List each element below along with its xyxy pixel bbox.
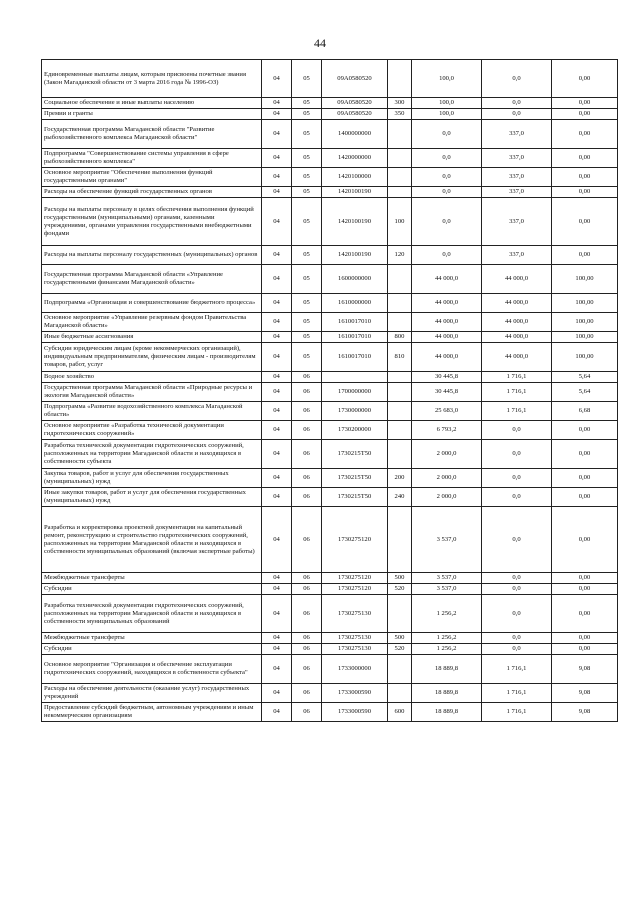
row-subsection: 06 — [292, 469, 322, 488]
row-subsection: 06 — [292, 703, 322, 722]
row-approved-amount: 25 683,0 — [412, 402, 482, 421]
row-name: Основное мероприятие «Разработка технической документации гидротехнических сооружений» — [42, 421, 262, 440]
row-name: Водное хозяйство — [42, 372, 262, 383]
row-name: Подпрограмма «Организация и совершенствование бюджетного процесса» — [42, 294, 262, 313]
row-target-article: 1610017010 — [322, 332, 388, 343]
row-target-article: 09А0580520 — [322, 98, 388, 109]
row-subsection: 06 — [292, 595, 322, 633]
table-row — [42, 246, 618, 265]
row-name: Подпрограмма "Совершенствование системы управления в сфере рыбохозяйственного комплекса" — [42, 149, 262, 168]
row-name: Подпрограмма «Развитие водохозяйственного комплекса Магаданской области» — [42, 402, 262, 421]
row-name: Расходы на выплаты персоналу государственных (муниципальных) органов — [42, 246, 262, 265]
row-approved-amount: 44 000,0 — [412, 265, 482, 294]
row-executed-amount: 44 000,0 — [482, 294, 552, 313]
row-name: Основное мероприятие "Организация и обеспечение эксплуатации гидротехнических сооружений, находящихся в собственности субъекта" — [42, 655, 262, 684]
row-target-article: 09А0580520 — [322, 60, 388, 98]
row-executed-amount: 44 000,0 — [482, 343, 552, 372]
row-executed-amount: 44 000,0 — [482, 313, 552, 332]
row-executed-amount: 1 716,1 — [482, 684, 552, 703]
table-row — [42, 149, 618, 168]
row-subsection: 05 — [292, 265, 322, 294]
row-section: 04 — [262, 343, 292, 372]
row-section: 04 — [262, 187, 292, 198]
row-name: Социальное обеспечение и иные выплаты населению — [42, 98, 262, 109]
row-expense-type: 350 — [388, 109, 412, 120]
row-executed-amount: 0,0 — [482, 60, 552, 98]
row-executed-amount: 337,0 — [482, 149, 552, 168]
row-section: 04 — [262, 440, 292, 469]
row-execution-percent: 0,00 — [552, 584, 618, 595]
table-row — [42, 294, 618, 313]
row-execution-percent: 9,08 — [552, 684, 618, 703]
table-row — [42, 684, 618, 703]
row-target-article: 1700000000 — [322, 383, 388, 402]
row-approved-amount: 44 000,0 — [412, 294, 482, 313]
row-execution-percent: 100,00 — [552, 294, 618, 313]
row-expense-type: 200 — [388, 469, 412, 488]
row-expense-type — [388, 265, 412, 294]
row-target-article: 1730275130 — [322, 633, 388, 644]
row-subsection: 06 — [292, 402, 322, 421]
table-row — [42, 265, 618, 294]
table-row — [42, 584, 618, 595]
row-approved-amount: 0,0 — [412, 187, 482, 198]
row-approved-amount: 0,0 — [412, 198, 482, 246]
row-executed-amount: 337,0 — [482, 246, 552, 265]
row-subsection: 06 — [292, 421, 322, 440]
row-subsection: 06 — [292, 573, 322, 584]
row-name: Предоставление субсидий бюджетным, автономным учреждениям и иным некоммерческим организациям — [42, 703, 262, 722]
row-name: Премии и гранты — [42, 109, 262, 120]
row-subsection: 05 — [292, 149, 322, 168]
row-name: Разработка и корректировка проектной документации на капитальный ремонт, реконструкцию и строительство гидротехнических сооружений, расположенных на территории Магаданской области и находящихся в собственности муниципальных образований (включая экспертные работы) — [42, 507, 262, 573]
row-executed-amount: 0,0 — [482, 469, 552, 488]
row-name: Государственная программа Магаданской области "Развитие рыбохозяйственного комплекса Магаданской области" — [42, 120, 262, 149]
row-name: Субсидии — [42, 644, 262, 655]
table-row — [42, 332, 618, 343]
row-name: Субсидии — [42, 584, 262, 595]
row-subsection: 05 — [292, 187, 322, 198]
row-executed-amount: 0,0 — [482, 421, 552, 440]
row-section: 04 — [262, 168, 292, 187]
row-approved-amount: 2 000,0 — [412, 440, 482, 469]
row-executed-amount: 337,0 — [482, 120, 552, 149]
row-approved-amount: 3 537,0 — [412, 573, 482, 584]
row-section: 04 — [262, 313, 292, 332]
row-approved-amount: 3 537,0 — [412, 507, 482, 573]
row-execution-percent: 0,00 — [552, 98, 618, 109]
row-approved-amount: 6 793,2 — [412, 421, 482, 440]
table-row — [42, 109, 618, 120]
row-name: Субсидии юридическим лицам (кроме некоммерческих организаций), индивидуальным предпринимателям, физическим лицам - производителям товаров, работ, услуг — [42, 343, 262, 372]
row-name: Межбюджетные трансферты — [42, 633, 262, 644]
row-subsection: 05 — [292, 98, 322, 109]
row-subsection: 05 — [292, 332, 322, 343]
row-approved-amount: 100,0 — [412, 98, 482, 109]
row-subsection: 05 — [292, 294, 322, 313]
row-approved-amount: 44 000,0 — [412, 332, 482, 343]
row-name: Единовременные выплаты лицам, которым присвоены почетные звания (Закон Магаданской области от 3 марта 2016 года № 1996-ОЗ) — [42, 60, 262, 98]
row-name: Межбюджетные трансферты — [42, 573, 262, 584]
row-execution-percent: 0,00 — [552, 198, 618, 246]
row-approved-amount: 0,0 — [412, 246, 482, 265]
table-row — [42, 98, 618, 109]
row-approved-amount: 1 256,2 — [412, 633, 482, 644]
row-executed-amount: 0,0 — [482, 440, 552, 469]
row-name: Иные бюджетные ассигнования — [42, 332, 262, 343]
row-section: 04 — [262, 149, 292, 168]
row-executed-amount: 0,0 — [482, 98, 552, 109]
row-execution-percent: 0,00 — [552, 421, 618, 440]
row-subsection: 06 — [292, 440, 322, 469]
row-expense-type — [388, 440, 412, 469]
row-target-article: 1730000000 — [322, 402, 388, 421]
row-executed-amount: 0,0 — [482, 633, 552, 644]
row-subsection: 05 — [292, 120, 322, 149]
row-section: 04 — [262, 469, 292, 488]
row-target-article: 1420100190 — [322, 198, 388, 246]
row-execution-percent: 0,00 — [552, 109, 618, 120]
table-row — [42, 383, 618, 402]
row-expense-type: 100 — [388, 198, 412, 246]
row-section: 04 — [262, 421, 292, 440]
row-target-article: 1420100190 — [322, 246, 388, 265]
table-row — [42, 469, 618, 488]
row-section: 04 — [262, 372, 292, 383]
table-row — [42, 343, 618, 372]
row-section: 04 — [262, 120, 292, 149]
row-execution-percent: 100,00 — [552, 265, 618, 294]
row-section: 04 — [262, 332, 292, 343]
row-executed-amount: 337,0 — [482, 187, 552, 198]
row-expense-type — [388, 120, 412, 149]
row-section: 04 — [262, 60, 292, 98]
row-executed-amount: 0,0 — [482, 584, 552, 595]
row-section: 04 — [262, 655, 292, 684]
table-row — [42, 573, 618, 584]
row-section: 04 — [262, 294, 292, 313]
row-section: 04 — [262, 507, 292, 573]
row-subsection: 06 — [292, 488, 322, 507]
row-executed-amount: 0,0 — [482, 573, 552, 584]
row-expense-type — [388, 313, 412, 332]
row-expense-type: 120 — [388, 246, 412, 265]
row-target-article — [322, 372, 388, 383]
row-expense-type — [388, 372, 412, 383]
row-target-article: 1730215Т50 — [322, 440, 388, 469]
row-target-article: 1730215Т50 — [322, 469, 388, 488]
row-subsection: 06 — [292, 644, 322, 655]
row-execution-percent: 0,00 — [552, 246, 618, 265]
row-name: Иные закупки товаров, работ и услуг для обеспечения государственных (муниципальных) нужд — [42, 488, 262, 507]
row-name: Государственная программа Магаданской области «Управление государственными финансами Магаданской области» — [42, 265, 262, 294]
table-row — [42, 440, 618, 469]
row-approved-amount: 0,0 — [412, 120, 482, 149]
row-section: 04 — [262, 109, 292, 120]
row-target-article: 09А0580520 — [322, 109, 388, 120]
row-expense-type: 300 — [388, 98, 412, 109]
table-row — [42, 633, 618, 644]
row-expense-type — [388, 402, 412, 421]
row-subsection: 06 — [292, 507, 322, 573]
row-expense-type — [388, 655, 412, 684]
table-row — [42, 421, 618, 440]
row-target-article: 1420000000 — [322, 149, 388, 168]
row-subsection: 06 — [292, 584, 322, 595]
row-section: 04 — [262, 265, 292, 294]
row-execution-percent: 0,00 — [552, 644, 618, 655]
row-execution-percent: 0,00 — [552, 187, 618, 198]
row-section: 04 — [262, 246, 292, 265]
row-executed-amount: 44 000,0 — [482, 332, 552, 343]
row-executed-amount: 1 716,1 — [482, 402, 552, 421]
row-target-article: 1730275130 — [322, 644, 388, 655]
table-row — [42, 168, 618, 187]
row-section: 04 — [262, 573, 292, 584]
row-execution-percent: 6,68 — [552, 402, 618, 421]
row-expense-type: 500 — [388, 573, 412, 584]
row-target-article: 1733000590 — [322, 703, 388, 722]
row-execution-percent: 5,64 — [552, 372, 618, 383]
row-expense-type — [388, 187, 412, 198]
row-expense-type: 520 — [388, 644, 412, 655]
row-expense-type: 600 — [388, 703, 412, 722]
row-executed-amount: 1 716,1 — [482, 383, 552, 402]
row-section: 04 — [262, 198, 292, 246]
row-execution-percent: 5,64 — [552, 383, 618, 402]
row-expense-type — [388, 60, 412, 98]
row-target-article: 1610017010 — [322, 343, 388, 372]
row-approved-amount: 0,0 — [412, 149, 482, 168]
row-executed-amount: 337,0 — [482, 168, 552, 187]
budget-table — [41, 59, 618, 722]
row-target-article: 1610017010 — [322, 313, 388, 332]
row-expense-type: 500 — [388, 633, 412, 644]
row-approved-amount: 2 000,0 — [412, 488, 482, 507]
table-row — [42, 644, 618, 655]
row-approved-amount: 18 889,8 — [412, 684, 482, 703]
row-approved-amount: 1 256,2 — [412, 595, 482, 633]
row-target-article: 1730275120 — [322, 507, 388, 573]
row-executed-amount: 1 716,1 — [482, 372, 552, 383]
row-execution-percent: 9,08 — [552, 703, 618, 722]
row-target-article: 1400000000 — [322, 120, 388, 149]
row-subsection: 06 — [292, 383, 322, 402]
row-name: Разработка технической документации гидротехнических сооружений, расположенных на территории Магаданской области и находящихся в собственности субъекта — [42, 440, 262, 469]
row-approved-amount: 100,0 — [412, 60, 482, 98]
row-execution-percent: 100,00 — [552, 332, 618, 343]
row-expense-type — [388, 168, 412, 187]
row-section: 04 — [262, 644, 292, 655]
row-subsection: 06 — [292, 655, 322, 684]
row-executed-amount: 0,0 — [482, 488, 552, 507]
table-row — [42, 187, 618, 198]
row-expense-type — [388, 684, 412, 703]
row-target-article: 1733000590 — [322, 684, 388, 703]
table-row — [42, 402, 618, 421]
row-target-article: 1420100190 — [322, 187, 388, 198]
row-approved-amount: 44 000,0 — [412, 313, 482, 332]
row-section: 04 — [262, 488, 292, 507]
table-row — [42, 703, 618, 722]
row-name: Государственная программа Магаданской области «Природные ресурсы и экология Магаданской области» — [42, 383, 262, 402]
table-row — [42, 60, 618, 98]
row-name: Закупка товаров, работ и услуг для обеспечения государственных (муниципальных) нужд — [42, 469, 262, 488]
row-execution-percent: 0,00 — [552, 595, 618, 633]
row-executed-amount: 0,0 — [482, 109, 552, 120]
row-expense-type — [388, 294, 412, 313]
row-section: 04 — [262, 595, 292, 633]
row-target-article: 1730200000 — [322, 421, 388, 440]
row-target-article: 1420100000 — [322, 168, 388, 187]
row-execution-percent: 9,08 — [552, 655, 618, 684]
row-name: Расходы на обеспечение деятельности (оказание услуг) государственных учреждений — [42, 684, 262, 703]
row-subsection: 06 — [292, 633, 322, 644]
row-name: Расходы на обеспечение функций государственных органов — [42, 187, 262, 198]
table-row — [42, 595, 618, 633]
row-approved-amount: 44 000,0 — [412, 343, 482, 372]
row-target-article: 1733000000 — [322, 655, 388, 684]
row-executed-amount: 44 000,0 — [482, 265, 552, 294]
row-expense-type — [388, 595, 412, 633]
row-expense-type — [388, 507, 412, 573]
row-section: 04 — [262, 703, 292, 722]
row-execution-percent: 100,00 — [552, 343, 618, 372]
row-expense-type — [388, 383, 412, 402]
table-row — [42, 198, 618, 246]
row-approved-amount: 18 889,8 — [412, 655, 482, 684]
row-execution-percent: 0,00 — [552, 573, 618, 584]
row-execution-percent: 0,00 — [552, 469, 618, 488]
page-number: 44 — [314, 36, 326, 50]
row-expense-type — [388, 149, 412, 168]
table-row — [42, 313, 618, 332]
row-approved-amount: 30 445,8 — [412, 383, 482, 402]
table-row — [42, 120, 618, 149]
row-subsection: 05 — [292, 198, 322, 246]
row-section: 04 — [262, 383, 292, 402]
row-name: Основное мероприятие "Обеспечение выполнения функций государственными органами" — [42, 168, 262, 187]
row-expense-type: 520 — [388, 584, 412, 595]
row-execution-percent: 0,00 — [552, 633, 618, 644]
row-target-article: 1730275130 — [322, 595, 388, 633]
row-name: Основное мероприятие «Управление резервным фондом Правительства Магаданской области» — [42, 313, 262, 332]
row-approved-amount: 2 000,0 — [412, 469, 482, 488]
row-executed-amount: 0,0 — [482, 595, 552, 633]
table-row — [42, 372, 618, 383]
row-approved-amount: 3 537,0 — [412, 584, 482, 595]
row-execution-percent: 0,00 — [552, 120, 618, 149]
row-approved-amount: 18 889,8 — [412, 703, 482, 722]
row-target-article: 1600000000 — [322, 265, 388, 294]
row-subsection: 05 — [292, 313, 322, 332]
row-section: 04 — [262, 633, 292, 644]
row-subsection: 05 — [292, 246, 322, 265]
row-execution-percent: 0,00 — [552, 507, 618, 573]
row-execution-percent: 0,00 — [552, 149, 618, 168]
row-executed-amount: 0,0 — [482, 507, 552, 573]
row-approved-amount: 100,0 — [412, 109, 482, 120]
row-target-article: 1730275120 — [322, 573, 388, 584]
row-target-article: 1730215Т50 — [322, 488, 388, 507]
row-executed-amount: 1 716,1 — [482, 655, 552, 684]
row-subsection: 05 — [292, 60, 322, 98]
row-expense-type — [388, 421, 412, 440]
table-row — [42, 507, 618, 573]
row-expense-type: 800 — [388, 332, 412, 343]
row-section: 04 — [262, 98, 292, 109]
row-execution-percent: 0,00 — [552, 168, 618, 187]
row-section: 04 — [262, 402, 292, 421]
row-subsection: 06 — [292, 684, 322, 703]
row-execution-percent: 0,00 — [552, 60, 618, 98]
row-subsection: 06 — [292, 372, 322, 383]
row-approved-amount: 1 256,2 — [412, 644, 482, 655]
row-executed-amount: 0,0 — [482, 644, 552, 655]
row-subsection: 05 — [292, 109, 322, 120]
row-subsection: 05 — [292, 343, 322, 372]
row-approved-amount: 0,0 — [412, 168, 482, 187]
row-name: Расходы на выплаты персоналу в целях обеспечения выполнения функций государственными (муниципальными) органами, казенными учреждениями, органами управления государственными внебюджетными фондами — [42, 198, 262, 246]
row-executed-amount: 337,0 — [482, 198, 552, 246]
row-subsection: 05 — [292, 168, 322, 187]
row-approved-amount: 30 445,8 — [412, 372, 482, 383]
row-expense-type: 240 — [388, 488, 412, 507]
row-name: Разработка технической документации гидротехнических сооружений, расположенных на территории Магаданской области и находящихся в собственности муниципальных образований — [42, 595, 262, 633]
row-expense-type: 810 — [388, 343, 412, 372]
row-execution-percent: 0,00 — [552, 488, 618, 507]
row-executed-amount: 1 716,1 — [482, 703, 552, 722]
row-execution-percent: 0,00 — [552, 440, 618, 469]
row-section: 04 — [262, 584, 292, 595]
row-execution-percent: 100,00 — [552, 313, 618, 332]
row-section: 04 — [262, 684, 292, 703]
table-row — [42, 655, 618, 684]
row-target-article: 1730275120 — [322, 584, 388, 595]
table-row — [42, 488, 618, 507]
row-target-article: 1610000000 — [322, 294, 388, 313]
